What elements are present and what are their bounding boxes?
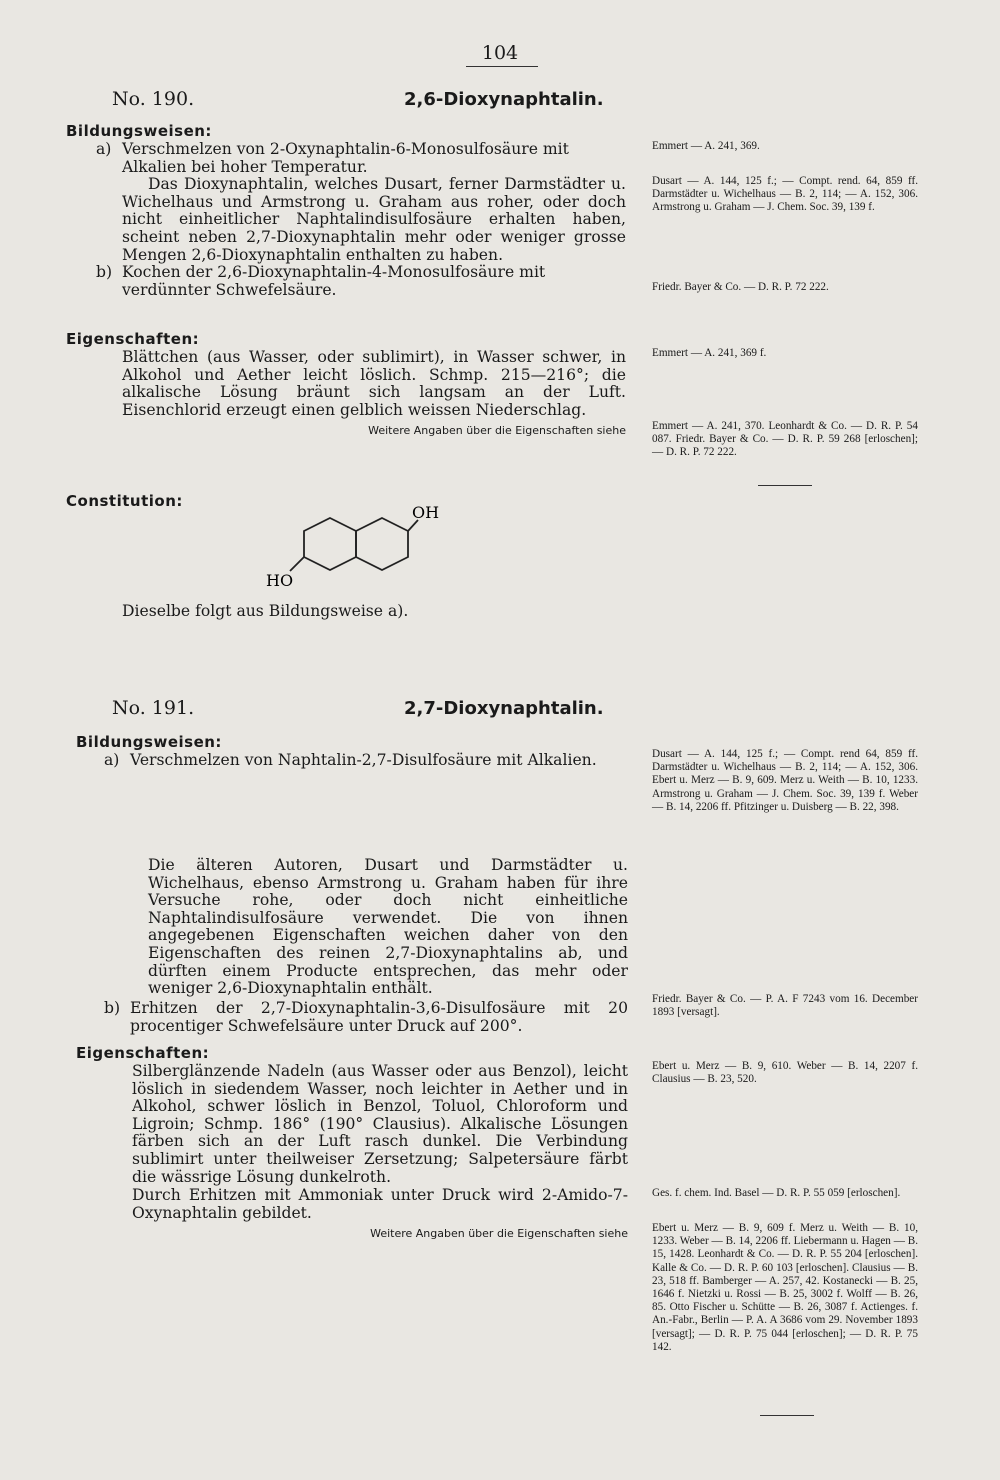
entry-190-title: 2,6-Dioxynaphtalin. (404, 89, 604, 110)
entry-191-ref-b: Friedr. Bayer & Co. — P. A. F 7243 vom 16. December 1893 [versagt]. (652, 993, 918, 1019)
method-a-text: Verschmelzen von Naphtalin-2,7-Disulfosäure mit Alkalien. (130, 751, 597, 769)
oh-label-top: OH (412, 503, 440, 522)
entry-190-method-b (96, 264, 626, 299)
entry-190-constitution-heading: Constitution: (66, 492, 183, 510)
entry-190-end-rule (758, 485, 812, 486)
entry-191-eigenschaften-text: Silberglänzende Nadeln (aus Wasser oder aus Benzol), leicht löslich in siedendem Wasser, noch leichter in Aether und in Alkohol, schwer löslich in Benzol, Toluol, Chloroform und Ligroin; Schmp. 186° (190° Clausius). Alkalische Lösungen färben sich an der Luft rasch dunkel. Die Verbindung sublimirt unter theilweiser Zersetzung; Salpetersäure färbt die wässrige Lösung dunkelroth. (132, 1062, 628, 1186)
right-benzene-ring (356, 518, 408, 570)
entry-190-method-a (96, 141, 626, 176)
naphthalene-structure-diagram (262, 500, 462, 600)
oh-label-bottom: HO (266, 571, 294, 590)
entry-190-ref-b: Friedr. Bayer & Co. — D. R. P. 72 222. (652, 281, 829, 293)
method-a-text: Verschmelzen von 2-Oxynaphtalin-6-Monosulfosäure mit Alkalien bei hoher Temperatur. (122, 140, 569, 176)
entry-190-bildungsweisen-heading: Bildungsweisen: (66, 122, 212, 140)
entry-190-method-a-note: Das Dioxynaphtalin, welches Dusart, ferner Darmstädter u. Wichelhaus und Armstrong u. Graham aus roher, oder doch nicht einheitlicher Naphtalindisulfosäure erhalten haben, scheint neben 2,7-Dioxynaphtalin mehr oder weniger grosse Mengen 2,6-Dioxynaphtalin enthalten zu haben. (122, 175, 626, 264)
entry-190-ref-note: Dusart — A. 144, 125 f.; — Compt. rend. 64, 859 ff. Darmstädter u. Wichelhaus — B. 2, 114; — A. 152, 306. Armstrong u. Graham — J. Chem. Soc. 39, 139 f. (652, 175, 918, 214)
entry-191-amido-text: Durch Erhitzen mit Ammoniak unter Druck wird 2-Amido-7-Oxynaphtalin gebildet. (132, 1186, 628, 1222)
entry-190-ref-weitere: Emmert — A. 241, 370. Leonhardt & Co. — D. R. P. 54 087. Friedr. Bayer & Co. — D. R. P. 59 268 [erloschen]; — D. R. P. 72 222. (652, 420, 918, 459)
method-b-row (104, 1000, 628, 1035)
entry-190-ref-a: Emmert — A. 241, 369. (652, 140, 760, 152)
entry-190-ref-eigenschaften: Emmert — A. 241, 369 f. (652, 347, 767, 359)
structural-formula-svg (262, 500, 462, 600)
entry-190-constitution-note: Dieselbe folgt aus Bildungsweise a). (122, 602, 409, 620)
entry-191-bildungsweisen-heading: Bildungsweisen: (76, 733, 222, 751)
entry-190-bildungsweisen (96, 141, 626, 299)
entry-191-bildungsweisen (104, 752, 628, 770)
entry-190-weitere-angaben: Weitere Angaben über die Eigenschaften siehe (368, 424, 626, 437)
method-b-text: Kochen der 2,6-Dioxynaphtalin-4-Monosulfosäure mit verdünnter Schwefelsäure. (122, 263, 546, 299)
page-number: 104 (481, 42, 519, 64)
entry-191-ref-amido: Ges. f. chem. Ind. Basel — D. R. P. 55 059 [erloschen]. (652, 1187, 901, 1199)
entry-191-ref-a: Dusart — A. 144, 125 f.; — Compt. rend 64, 859 ff. Darmstädter u. Wichelhaus — B. 2, 114; — A. 152, 306. Ebert u. Merz — B. 9, 609. Merz u. Weith — B. 10, 1233. Armstrong u. Graham — J. Chem. Soc. 39, 139 f. Weber — B. 14, 2206 ff. Pfitzinger u. Duisberg — B. 22, 398. (652, 748, 918, 813)
method-b-label: b) (96, 263, 113, 282)
entry-191-method-a-note: Die älteren Autoren, Dusart und Darmstädter u. Wichelhaus, ebenso Armstrong u. Graham haben für ihre Versuche rohe, oder doch nicht einheitliche Naphtalindisulfosäure verwendet. Die von ihnen angegebenen Eigenschaften weichen daher von den Eigenschaften des reinen 2,7-Dioxynaphtalins ab, und dürften einem Producte entsprechen, das mehr oder weniger 2,6-Dioxynaphtalin enthält. (148, 856, 628, 998)
method-a-label: a) (104, 751, 120, 769)
entry-190-eigenschaften-text: Blättchen (aus Wasser, oder sublimirt), in Wasser schwer, in Alkohol und Aether leicht löslich. Schmp. 215—216°; die alkalische Lösung bräunt sich langsam an der Luft. Eisenchlorid erzeugt einen gelblich weissen Niederschlag. (122, 348, 626, 419)
entry-190-number: No. 190. (112, 88, 195, 110)
entry-191-eigenschaften-heading: Eigenschaften: (76, 1044, 210, 1062)
entry-191-title: 2,7-Dioxynaphtalin. (404, 698, 604, 719)
method-b-text: Erhitzen der 2,7-Dioxynaphtalin-3,6-Disulfosäure mit 20 procentiger Schwefelsäure unter Druck auf 200°. (130, 999, 628, 1035)
entry-191-method-b (104, 1000, 628, 1035)
entry-191-number: No. 191. (112, 697, 195, 719)
entry-191-end-rule (760, 1415, 814, 1416)
method-a-label: a) (96, 140, 112, 158)
entry-191-method-a (104, 752, 628, 770)
left-benzene-ring (304, 518, 356, 570)
entry-191-weitere-angaben: Weitere Angaben über die Eigenschaften siehe (370, 1227, 628, 1240)
page-number-rule (466, 66, 538, 67)
entry-191-ref-weitere: Ebert u. Merz — B. 9, 609 f. Merz u. Weith — B. 10, 1233. Weber — B. 14, 2206 ff. Liebermann u. Hagen — B. 15, 1428. Leonhardt & Co. — D. R. P. 55 204 [erloschen]. Kalle & Co. — D. R. P. 60 103 [erloschen]. Clausius — B. 23, 518 ff. Bamberger — A. 257, 42. Kostanecki — B. 25, 1646 f. Nietzki u. Rossi — B. 25, 3002 f. Wolff — B. 26, 85. Otto Fischer u. Schütte — B. 26, 3087 f. Actienges. f. An.-Fabr., Berlin — P. A. A 3686 vom 29. November 1893 [versagt]; — D. R. P. 75 044 [erloschen]; — D. R. P. 75 142. (652, 1222, 918, 1353)
entry-191-ref-eigenschaften: Ebert u. Merz — B. 9, 610. Weber — B. 14, 2207 f. Clausius — B. 23, 520. (652, 1060, 918, 1086)
oh-bond-bottom (290, 557, 304, 571)
entry-190-eigenschaften-heading: Eigenschaften: (66, 330, 200, 348)
method-b-label: b) (104, 999, 121, 1017)
